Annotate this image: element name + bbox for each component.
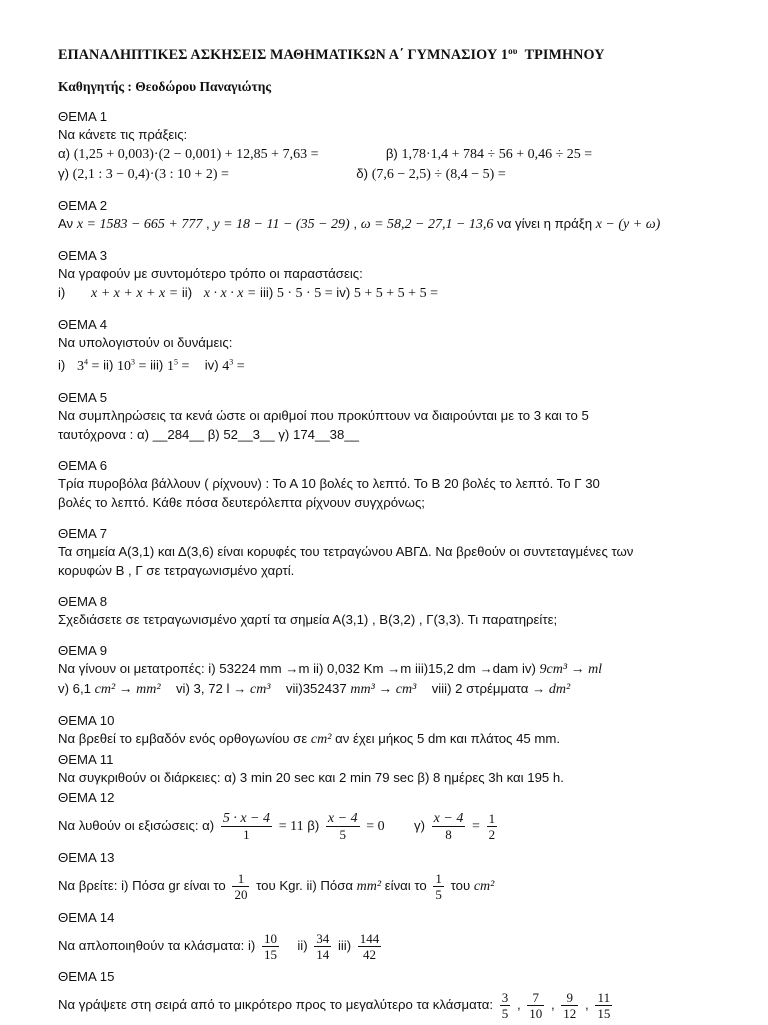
topic-13-line: Να βρείτε: i) Πόσα gr είναι το $\frac{1}{20}$ του Kgr. ii) Πόσα mm² είναι το $\frac{1}{5}$ του cm² — [58, 870, 495, 902]
topic-2-heading: ΘΕΜΑ 2 — [58, 198, 108, 213]
fraction-34-14: $\frac{34}{14}$ — [316, 930, 330, 962]
expression-b: 1,78·1,4 + 784 ÷ 56 + 0,46 ÷ 25 = — [401, 147, 593, 162]
fraction-10-15: $\frac{10}{15}$ — [263, 930, 277, 962]
topic-7-heading: ΘΕΜΑ 7 — [58, 525, 108, 541]
topic-14-line: Να απλοποιηθούν τα κλάσματα: i) $\frac{10}{15}$ ii) $\frac{34}{14}$ iii) $\frac{144}{42}$ — [58, 930, 380, 962]
label-d: δ) — [356, 166, 369, 181]
operation-expression: x − (y + ω) — [595, 217, 661, 232]
conversion-viii-label: viii) 2 στρέμματα → — [431, 680, 546, 696]
topic-7-line-1: Τα σημεία Α(3,1) και Δ(3,6) είναι κορυφές του τετραγώνου ΑΒΓΔ. Να βρεθούν οι συντεταγμένες των — [58, 543, 634, 559]
fraction-1-5: $\frac{1}{5}$ — [435, 870, 442, 902]
conversion-v-label: v) 6,1 — [58, 680, 91, 696]
topic-1-intro: Να κάνετε τις πράξεις: — [58, 127, 188, 142]
teacher-name: Καθηγητής : Θεοδώρου Παναγιώτης — [58, 79, 272, 94]
topic-1-row-2 — [58, 164, 718, 184]
operation-text: να γίνει η πράξη — [497, 216, 593, 231]
topic-1-heading: ΘΕΜΑ 1 — [58, 109, 108, 124]
expression-iv: 5 + 5 + 5 + 5 = — [353, 286, 438, 301]
conversion-viii-units: dm² — [548, 681, 571, 697]
conversion-v-units: cm² → mm² — [94, 681, 161, 697]
topic-15-line: Να γράψετε στη σειρά από το μικρότερο προς το μεγαλύτερο τα κλάσματα: $\frac{3}{5}$ , $\frac{7}{10}$ , $\frac{9}{12}$ , $\frac{11}{15}$ — [58, 989, 611, 1021]
label-i: i) — [58, 285, 66, 300]
fraction-c-rhs: $\frac{1}{2}$ — [488, 810, 496, 842]
power-ii: $10^3$ = — [117, 357, 147, 374]
topic-2 — [58, 197, 718, 234]
topic-15-heading: ΘΕΜΑ 15 — [58, 968, 115, 984]
label-a: α) — [58, 146, 71, 161]
unit-cm2: cm² — [473, 878, 495, 894]
fraction-7-10: $\frac{7}{10}$ — [529, 989, 543, 1021]
topic-5 — [58, 389, 718, 444]
power-i: $3^4$ = — [77, 357, 100, 374]
definition-omega: ω = 58,2 − 27,1 − 13,6 — [360, 217, 494, 232]
title-end: ΤΡΙΜΗΝΟΥ — [524, 47, 605, 63]
topic-11-line: Να συγκριθούν οι διάρκειες: α) 3 min 20 sec και 2 min 79 sec β) 8 ημέρες 3h και 195 h. — [58, 769, 564, 785]
label-ii: ii) — [181, 285, 193, 300]
expression-d: (7,6 − 2,5) ÷ (8,4 − 5) = — [371, 167, 506, 182]
topic-6-line-1: Τρία πυροβόλα βάλλουν ( ρίχνουν) : Το Α 10 βολές το λεπτό. Το Β 20 βολές το λεπτό. Το Γ 30 — [58, 475, 600, 491]
definition-y: y = 18 − 11 − (35 − 29) — [213, 217, 350, 232]
topic-1 — [58, 108, 718, 184]
topic-3 — [58, 247, 718, 303]
label-iv: iv) — [336, 285, 351, 300]
label-ii: ii) — [103, 357, 114, 373]
fraction-3-5: $\frac{3}{5}$ — [501, 989, 509, 1021]
fraction-144-42: $\frac{144}{42}$ — [359, 930, 380, 962]
label-iii: iii) — [260, 285, 274, 300]
definition-x: x = 1583 − 665 + 777 — [76, 217, 203, 232]
topic-2-row: Αν x = 1583 − 665 + 777 , y = 18 − 11 − (35 − 29) , ω = 58,2 − 27,1 − 13,6 να γίνει η πράξη x − (y + ω) — [58, 216, 661, 232]
conversion-iv: 9cm³ → ml — [539, 661, 603, 677]
fraction-a: $\frac{5 \cdot x - 4}{1}$ — [222, 810, 271, 842]
topic-3-intro: Να γραφούν με συντομότερο τρόπο οι παραστάσεις: — [58, 266, 363, 281]
topic-11-heading: ΘΕΜΑ 11 — [58, 751, 114, 767]
topic-13-heading: ΘΕΜΑ 13 — [58, 849, 115, 865]
power-iv: $4^3$ = — [222, 357, 245, 374]
expression-a: (1,25 + 0,003)·(2 − 0,001) + 12,85 + 7,63 = — [73, 147, 319, 162]
topic-12-heading: ΘΕΜΑ 12 — [58, 789, 115, 805]
topic-9-line-2 — [58, 679, 718, 699]
topic-4-row — [58, 352, 718, 376]
unit-mm2: mm² — [356, 878, 382, 894]
topic-10-heading: ΘΕΜΑ 10 — [58, 712, 115, 728]
topic-9-heading: ΘΕΜΑ 9 — [58, 642, 108, 658]
topic-1-row-1 — [58, 144, 718, 164]
topic-15 — [58, 968, 718, 1025]
fraction-9-12: $\frac{9}{12}$ — [563, 989, 577, 1021]
topic-13 — [58, 849, 718, 907]
topic-6-line-2: βολές το λεπτό. Κάθε πόσα δευτερόλεπτα ρίχνουν συγχρόνως; — [58, 494, 425, 510]
topic-14 — [58, 909, 718, 966]
topic-6-heading: ΘΕΜΑ 6 — [58, 457, 108, 473]
topic-4-heading: ΘΕΜΑ 4 — [58, 317, 108, 332]
conversions-1-4: Να γίνουν οι μετατροπές: i) 53224 mm →m ii) 0,032 Km →m iii)15,2 dm →dam iv) — [58, 660, 536, 676]
topic-12-equations: Να λυθούν οι εξισώσεις: α) $\frac{5 \cdot x - 4}{1}$ = 11 β) $\frac{x - 4}{5}$ = 0 γ) $\frac{x - 4}{8}$ = $\frac{1}{2}$ — [58, 810, 496, 842]
topic-3-row — [58, 283, 718, 303]
expression-ii: x · x · x = — [203, 286, 257, 301]
label-c: γ) — [58, 166, 69, 181]
fraction-b: $\frac{x - 4}{5}$ — [327, 810, 358, 842]
power-iii: $1^5$ = — [166, 357, 190, 374]
topic-3-heading: ΘΕΜΑ 3 — [58, 248, 108, 263]
topic-8 — [58, 593, 718, 629]
topic-4-intro: Να υπολογιστούν οι δυνάμεις: — [58, 335, 233, 350]
fraction-11-15: $\frac{11}{15}$ — [597, 989, 611, 1021]
topic-5-heading: ΘΕΜΑ 5 — [58, 389, 108, 405]
unit-cm2: cm² — [310, 731, 332, 747]
document-title — [58, 46, 718, 64]
conversion-vii-units: mm³ → cm³ — [350, 681, 417, 697]
topic-11 — [58, 751, 718, 787]
fraction-1-20: $\frac{1}{20}$ — [234, 870, 248, 902]
label-iii: iii) — [150, 357, 164, 373]
worksheet-page — [58, 46, 718, 1025]
title-superscript: ου — [508, 46, 518, 56]
topic-8-line-1: Σχεδιάσετε σε τετραγωνισμένο χαρτί τα σημεία Α(3,1) , Β(3,2) , Γ(3,3). Τι παρατηρείτε; — [58, 611, 558, 627]
expression-iii: 5 · 5 · 5 = — [276, 286, 333, 301]
label-iv: iv) — [204, 357, 219, 373]
if-label: Αν — [58, 216, 74, 231]
topic-9-line-1 — [58, 659, 718, 679]
topic-9 — [58, 642, 718, 699]
conversion-vi-label: vi) 3, 72 l → — [175, 680, 247, 696]
topic-10 — [58, 712, 718, 749]
topic-7-line-2: κορυφών Β , Γ σε τετραγωνισμένο χαρτί. — [58, 562, 295, 578]
title-main: ΕΠΑΝΑΛΗΠΤΙΚΕΣ ΑΣΚΗΣΕΙΣ ΜΑΘΗΜΑΤΙΚΩΝ Α΄ ΓΥΜΝΑΣΙΟΥ 1 — [58, 47, 509, 63]
topic-10-line: Να βρεθεί το εμβαδόν ενός ορθογωνίου σε cm² αν έχει μήκος 5 dm και πλάτος 45 mm. — [58, 730, 561, 747]
topic-7 — [58, 525, 718, 580]
topic-8-heading: ΘΕΜΑ 8 — [58, 593, 108, 609]
fraction-c: $\frac{x - 4}{8}$ — [433, 810, 464, 842]
expression-c: (2,1 : 3 − 0,4)·(3 : 10 + 2) = — [72, 167, 229, 182]
expression-i: x + x + x + x = — [91, 286, 179, 301]
conversion-vii-label: vii)352437 — [285, 680, 347, 696]
conversion-vi-units: cm³ — [249, 681, 271, 697]
label-b: β) — [385, 146, 398, 161]
topic-12 — [58, 789, 718, 847]
topic-5-line-2: ταυτόχρονα : α) __284__ β) 52__3__ γ) 174__38__ — [58, 426, 360, 442]
label-i: i) — [58, 357, 66, 373]
topic-4 — [58, 316, 718, 376]
topic-6 — [58, 457, 718, 512]
topic-5-line-1: Να συμπληρώσεις τα κενά ώστε οι αριθμοί που προκύπτουν να διαιρούνται με το 3 και το 5 — [58, 407, 589, 423]
topic-14-heading: ΘΕΜΑ 14 — [58, 909, 115, 925]
